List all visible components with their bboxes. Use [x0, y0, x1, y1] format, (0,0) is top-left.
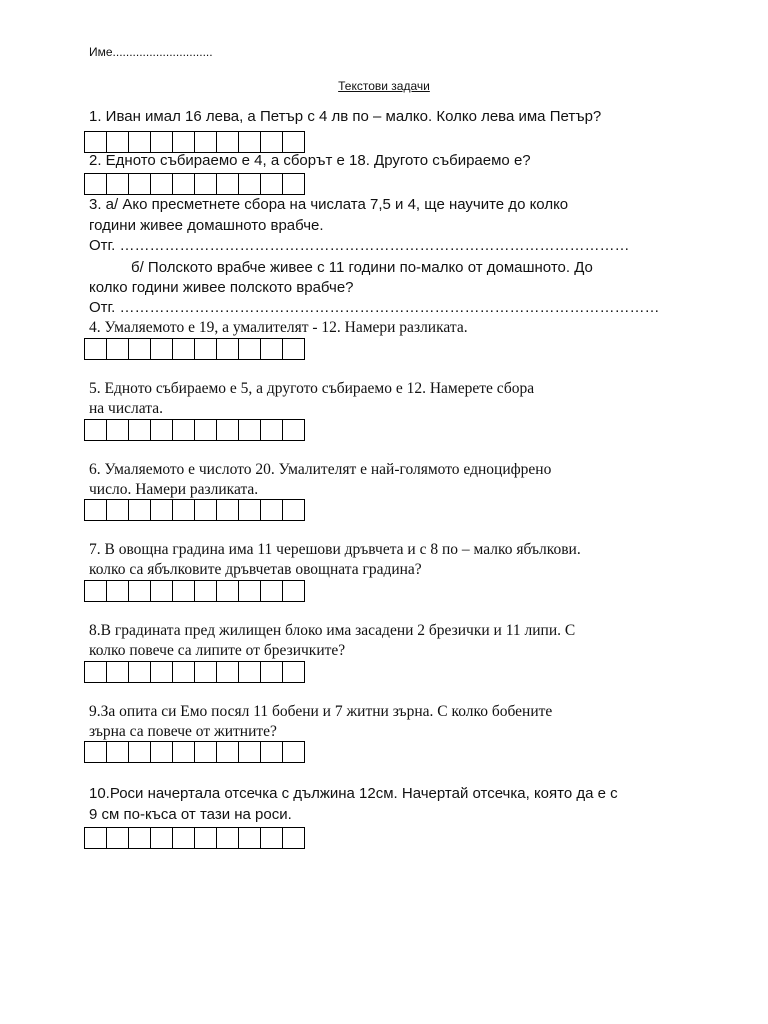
answer-cell[interactable]	[173, 662, 195, 682]
answer-cell[interactable]	[195, 339, 217, 359]
answer-cell[interactable]	[129, 742, 151, 762]
worksheet-title: Текстови задачи	[338, 79, 430, 93]
answer-cell[interactable]	[85, 500, 107, 520]
answer-cell[interactable]	[217, 500, 239, 520]
answer-cell[interactable]	[173, 420, 195, 440]
answer-cell[interactable]	[85, 742, 107, 762]
answer-cell[interactable]	[173, 174, 195, 194]
answer-cell[interactable]	[195, 500, 217, 520]
answer-cell[interactable]	[85, 174, 107, 194]
question-7-line-1: 7. В овощна градина има 11 черешови дръвчета и с 8 по – малко ябълкови.	[89, 541, 581, 558]
question-3b-line-1: б/ Полското врабче живее с 11 години по-малко от домашното. До	[131, 259, 593, 276]
answer-cell[interactable]	[261, 132, 283, 152]
question-5-line-2: на числата.	[89, 400, 163, 417]
answer-cell[interactable]	[217, 581, 239, 601]
question-9-line-2: зърна са повече от житните?	[89, 723, 277, 740]
question-10-line-2: 9 см по-къса от тази на роси.	[89, 806, 292, 823]
answer-cell[interactable]	[239, 828, 261, 848]
answer-cell[interactable]	[151, 581, 173, 601]
answer-cell[interactable]	[107, 742, 129, 762]
answer-cell[interactable]	[173, 339, 195, 359]
answer-cell[interactable]	[151, 662, 173, 682]
answer-cell[interactable]	[261, 581, 283, 601]
answer-cell[interactable]	[107, 662, 129, 682]
question-6-line-2: число. Намери разликата.	[89, 481, 259, 498]
answer-cell[interactable]	[129, 420, 151, 440]
answer-cell[interactable]	[173, 581, 195, 601]
answer-cell[interactable]	[173, 500, 195, 520]
answer-grid-4	[84, 338, 305, 360]
answer-grid-1	[84, 131, 305, 153]
answer-cell[interactable]	[261, 500, 283, 520]
answer-cell[interactable]	[151, 132, 173, 152]
answer-cell[interactable]	[129, 339, 151, 359]
answer-grid-10	[84, 827, 305, 849]
answer-cell[interactable]	[107, 339, 129, 359]
question-3a-line-2: години живее домашното врабче.	[89, 217, 324, 234]
answer-cell[interactable]	[239, 132, 261, 152]
answer-cell[interactable]	[129, 174, 151, 194]
answer-grid-9	[84, 741, 305, 763]
answer-cell[interactable]	[129, 500, 151, 520]
answer-cell[interactable]	[283, 132, 305, 152]
answer-cell[interactable]	[283, 662, 305, 682]
question-8-line-1: 8.В градината пред жилищен блоко има засадени 2 брезички и 11 липи. С	[89, 622, 576, 639]
answer-cell[interactable]	[151, 174, 173, 194]
answer-cell[interactable]	[107, 174, 129, 194]
answer-cell[interactable]	[217, 420, 239, 440]
answer-cell[interactable]	[107, 828, 129, 848]
answer-cell[interactable]	[261, 828, 283, 848]
answer-cell[interactable]	[85, 662, 107, 682]
answer-cell[interactable]	[195, 174, 217, 194]
answer-cell[interactable]	[239, 339, 261, 359]
answer-grid-6	[84, 499, 305, 521]
question-3a-line-1: 3. а/ Ако пресметнете сбора на числата 7,5 и 4, ще научите до колко	[89, 196, 569, 213]
answer-cell[interactable]	[217, 828, 239, 848]
answer-cell[interactable]	[195, 662, 217, 682]
answer-line-3b: Отг. ………………………………………………………………………………………………	[89, 299, 660, 316]
question-5-line-1: 5. Едното събираемо е 5, а другото събираемо е 12. Намерете сбора	[89, 380, 535, 397]
answer-cell[interactable]	[283, 174, 305, 194]
answer-cell[interactable]	[85, 339, 107, 359]
answer-grid-2	[84, 173, 305, 195]
answer-cell[interactable]	[173, 132, 195, 152]
question-1: 1. Иван имал 16 лева, а Петър с 4 лв по – малко. Колко лева има Петър?	[89, 108, 602, 125]
question-6-line-1: 6. Умаляемото е числото 20. Умалителят е най-голямото едноцифрено	[89, 461, 552, 478]
question-3b-line-2: колко години живее полското врабче?	[89, 279, 354, 296]
question-4: 4. Умаляемото е 19, а умалителят - 12. Намери разликата.	[89, 319, 468, 336]
answer-cell[interactable]	[151, 742, 173, 762]
answer-cell[interactable]	[173, 828, 195, 848]
answer-cell[interactable]	[239, 662, 261, 682]
answer-cell[interactable]	[195, 132, 217, 152]
answer-cell[interactable]	[151, 339, 173, 359]
answer-cell[interactable]	[261, 742, 283, 762]
answer-cell[interactable]	[217, 662, 239, 682]
answer-cell[interactable]	[283, 500, 305, 520]
answer-cell[interactable]	[107, 132, 129, 152]
question-10-line-1: 10.Роси начертала отсечка с дължина 12см. Начертай отсечка, която да е с	[89, 785, 618, 802]
answer-cell[interactable]	[217, 742, 239, 762]
answer-cell[interactable]	[107, 420, 129, 440]
answer-cell[interactable]	[217, 174, 239, 194]
answer-cell[interactable]	[239, 500, 261, 520]
answer-cell[interactable]	[239, 581, 261, 601]
answer-cell[interactable]	[151, 500, 173, 520]
answer-cell[interactable]	[239, 420, 261, 440]
answer-cell[interactable]	[151, 828, 173, 848]
answer-cell[interactable]	[151, 420, 173, 440]
question-8-line-2: колко повече са липите от брезичките?	[89, 642, 346, 659]
answer-cell[interactable]	[261, 662, 283, 682]
answer-cell[interactable]	[195, 420, 217, 440]
answer-grid-5	[84, 419, 305, 441]
answer-cell[interactable]	[129, 581, 151, 601]
answer-cell[interactable]	[195, 581, 217, 601]
question-2: 2. Едното събираемо е 4, а сборът е 18. Другото събираемо е?	[89, 152, 531, 169]
answer-grid-8	[84, 661, 305, 683]
answer-cell[interactable]	[85, 828, 107, 848]
answer-cell[interactable]	[129, 662, 151, 682]
answer-cell[interactable]	[129, 132, 151, 152]
answer-cell[interactable]	[239, 742, 261, 762]
name-field-line: Име..............................	[89, 45, 213, 59]
answer-cell[interactable]	[283, 581, 305, 601]
answer-cell[interactable]	[107, 500, 129, 520]
answer-cell[interactable]	[173, 742, 195, 762]
answer-cell[interactable]	[283, 420, 305, 440]
question-9-line-1: 9.За опита си Емо посял 11 бобени и 7 житни зърна. С колко бобените	[89, 703, 553, 720]
answer-line-3a: Отг. …………………………………………………………………………………………	[89, 237, 630, 254]
answer-cell[interactable]	[239, 174, 261, 194]
answer-cell[interactable]	[85, 132, 107, 152]
answer-cell[interactable]	[283, 339, 305, 359]
answer-cell[interactable]	[85, 420, 107, 440]
answer-cell[interactable]	[217, 132, 239, 152]
answer-cell[interactable]	[129, 828, 151, 848]
answer-cell[interactable]	[195, 828, 217, 848]
answer-grid-7	[84, 580, 305, 602]
answer-cell[interactable]	[85, 581, 107, 601]
answer-cell[interactable]	[283, 828, 305, 848]
answer-cell[interactable]	[217, 339, 239, 359]
answer-cell[interactable]	[261, 174, 283, 194]
answer-cell[interactable]	[261, 420, 283, 440]
answer-cell[interactable]	[107, 581, 129, 601]
answer-cell[interactable]	[283, 742, 305, 762]
answer-cell[interactable]	[195, 742, 217, 762]
answer-cell[interactable]	[261, 339, 283, 359]
question-7-line-2: колко са ябълковите дръвчетав овощната градина?	[89, 561, 422, 578]
